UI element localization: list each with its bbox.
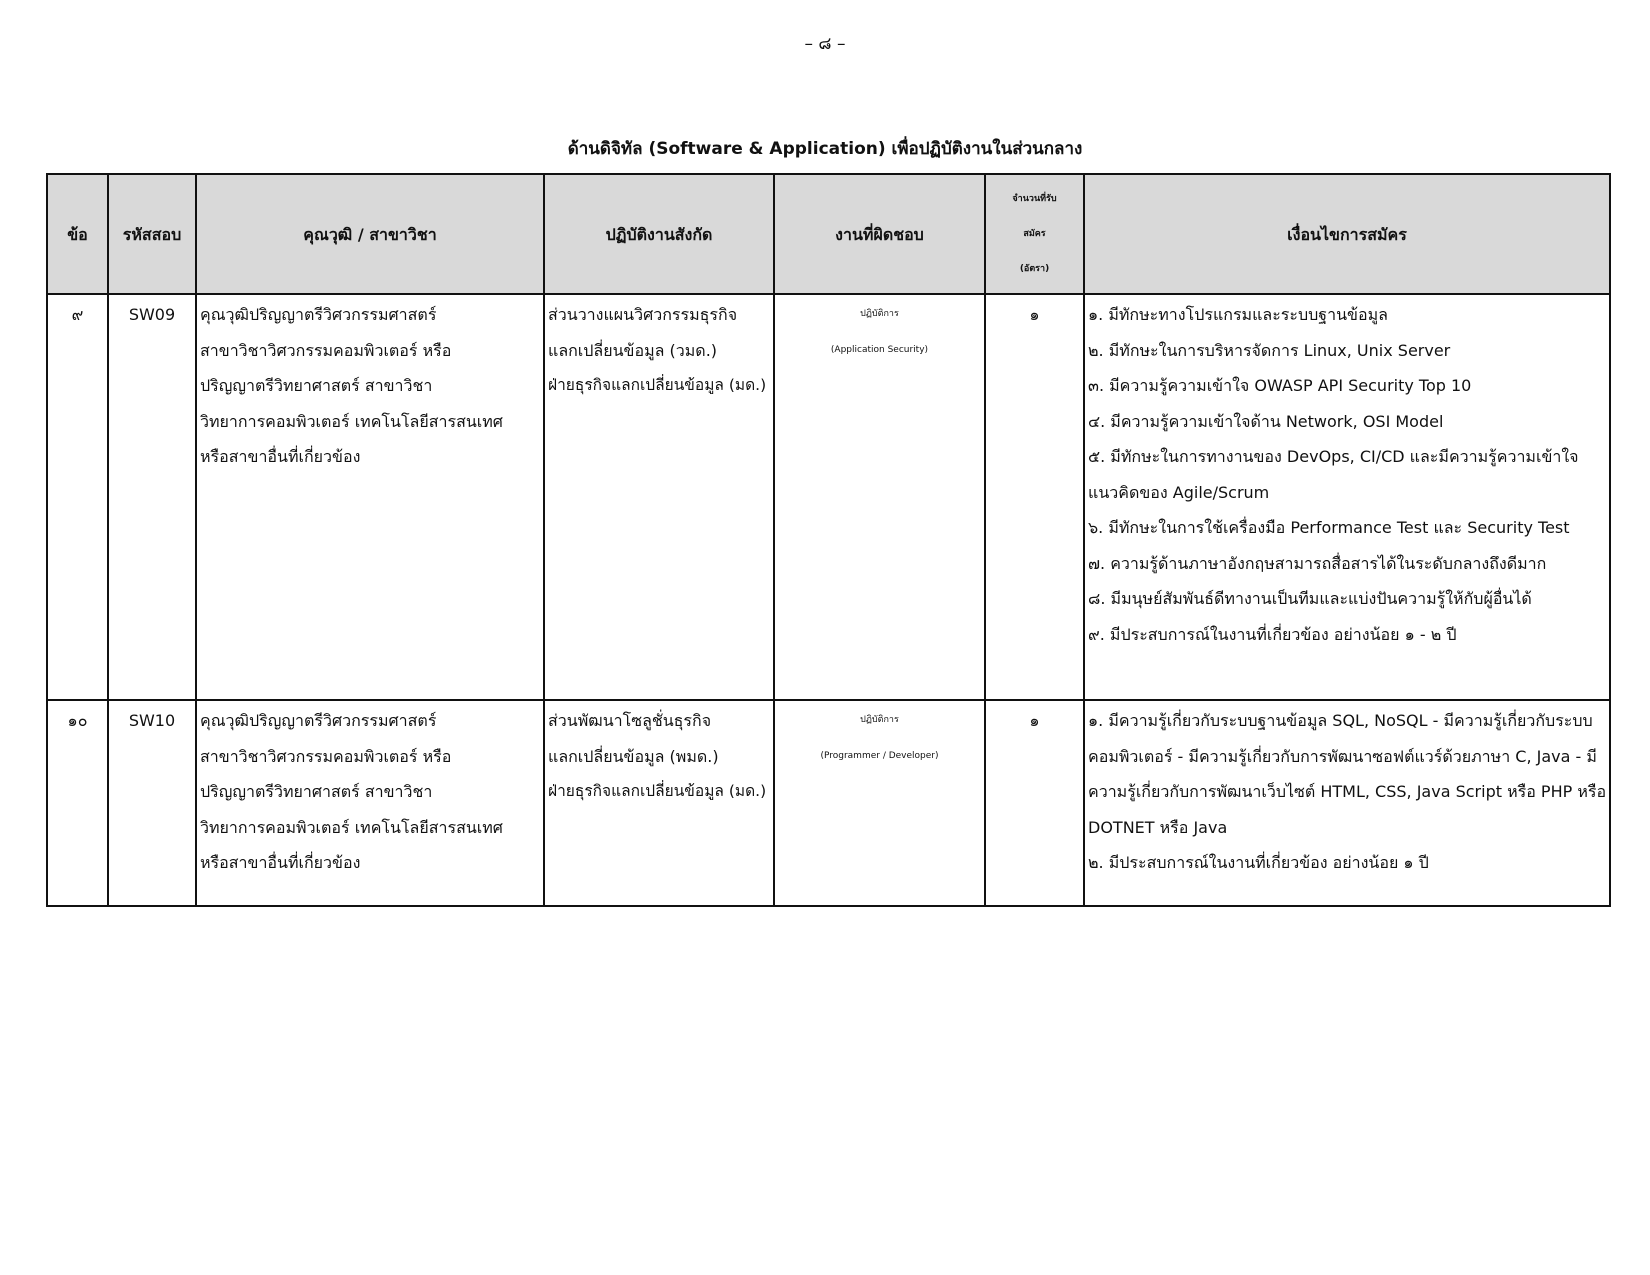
condition-line: ๑. มีความรู้เกี่ยวกับระบบฐานข้อมูล SQL, NoSQL - มีความรู้เกี่ยวกับระบบ bbox=[1088, 711, 1593, 730]
condition-line: ๙. มีประสบการณ์ในงานที่เกี่ยวข้อง อย่างน้อย ๑ - ๒ ปี bbox=[1088, 624, 1457, 644]
department-line: ส่วนพัฒนาโซลูชั่นธุรกิจ bbox=[548, 711, 712, 730]
cell-quota: ๑ bbox=[985, 294, 1084, 700]
condition-line: ๒. มีทักษะในการบริหารจัดการ Linux, Unix Server bbox=[1088, 340, 1451, 360]
condition-line: DOTNET หรือ Java bbox=[1088, 817, 1228, 837]
header-quota-line: จำนวนที่รับ bbox=[1012, 193, 1057, 204]
cell-no: ๙ bbox=[47, 294, 108, 700]
header-no: ข้อ bbox=[47, 174, 108, 294]
qualification-line: คุณวุฒิปริญญาตรีวิศวกรรมศาสตร์ bbox=[200, 305, 437, 324]
page-number: – ๘ – bbox=[804, 34, 846, 54]
cell-department bbox=[544, 294, 774, 700]
condition-line: ๑. มีทักษะทางโปรแกรมและระบบฐานข้อมูล bbox=[1088, 305, 1388, 324]
department-line: แลกเปลี่ยนข้อมูล (พมด.) bbox=[548, 746, 719, 766]
responsibility-line: (Programmer / Developer) bbox=[820, 750, 939, 761]
condition-line: ๖. มีทักษะในการใช้เครื่องมือ Performance Test และ Security Test bbox=[1088, 518, 1570, 537]
cell-responsibility bbox=[774, 700, 985, 906]
qualification-line: คุณวุฒิปริญญาตรีวิศวกรรมศาสตร์ bbox=[200, 711, 437, 730]
condition-line: แนวคิดของ Agile/Scrum bbox=[1088, 482, 1270, 502]
qualification-line: วิทยาการคอมพิวเตอร์ เทคโนโลยีสารสนเทศ bbox=[200, 411, 503, 431]
header-quota-line: สมัคร bbox=[1023, 228, 1046, 239]
condition-line: ๔. มีความรู้ความเข้าใจด้าน Network, OSI Model bbox=[1088, 411, 1444, 431]
qualification-line: วิทยาการคอมพิวเตอร์ เทคโนโลยีสารสนเทศ bbox=[200, 817, 503, 837]
responsibility-line: (Application Security) bbox=[830, 344, 929, 355]
cell-qualification bbox=[196, 294, 544, 700]
positions-table bbox=[46, 173, 1611, 907]
table-row bbox=[47, 700, 1610, 906]
cell-no: ๑๐ bbox=[47, 700, 108, 906]
header-department: ปฏิบัติงานสังกัด bbox=[544, 174, 774, 294]
qualification-line: สาขาวิชาวิศวกรรมคอมพิวเตอร์ หรือ bbox=[200, 746, 452, 766]
cell-department bbox=[544, 700, 774, 906]
department-line: ฝ่ายธุรกิจแลกเปลี่ยนข้อมูล (มด.) bbox=[548, 782, 767, 800]
header-conditions: เงื่อนไขการสมัคร bbox=[1084, 174, 1610, 294]
cell-conditions bbox=[1084, 700, 1610, 906]
department-line: ส่วนวางแผนวิศวกรรมธุรกิจ bbox=[548, 305, 738, 324]
condition-line: ๕. มีทักษะในการทางานของ DevOps, CI/CD และมีความรู้ความเข้าใจ bbox=[1088, 447, 1579, 466]
department-line: แลกเปลี่ยนข้อมูล (วมด.) bbox=[548, 340, 718, 360]
cell-conditions bbox=[1084, 294, 1610, 700]
header-code: รหัสสอบ bbox=[108, 174, 196, 294]
condition-line: ๗. ความรู้ด้านภาษาอังกฤษสามารถสื่อสารได้ในระดับกลางถึงดีมาก bbox=[1088, 553, 1547, 573]
condition-line: ๘. มีมนุษย์สัมพันธ์ดีทางานเป็นทีมและแบ่งปันความรู้ให้กับผู้อื่นได้ bbox=[1088, 589, 1532, 608]
qualification-line: ปริญญาตรีวิทยาศาสตร์ สาขาวิชา bbox=[200, 782, 433, 801]
cell-responsibility bbox=[774, 294, 985, 700]
cell-qualification bbox=[196, 700, 544, 906]
header-qualification: คุณวุฒิ / สาขาวิชา bbox=[196, 174, 544, 294]
header-responsibility: งานที่ผิดชอบ bbox=[774, 174, 985, 294]
table-row bbox=[47, 294, 1610, 700]
condition-line: ความรู้เกี่ยวกับการพัฒนาเว็บไซต์ HTML, CSS, Java Script หรือ PHP หรือ bbox=[1088, 782, 1607, 801]
table-title: ด้านดิจิทัล (Software & Application) เพื่อปฏิบัติงานในส่วนกลาง bbox=[567, 139, 1083, 159]
responsibility-line: ปฏิบัติการ bbox=[860, 309, 899, 319]
responsibility-line: ปฏิบัติการ bbox=[860, 715, 899, 725]
condition-line: ๒. มีประสบการณ์ในงานที่เกี่ยวข้อง อย่างน้อย ๑ ปี bbox=[1088, 853, 1429, 872]
qualification-line: ปริญญาตรีวิทยาศาสตร์ สาขาวิชา bbox=[200, 376, 433, 395]
condition-line: คอมพิวเตอร์ - มีความรู้เกี่ยวกับการพัฒนาซอฟต์แวร์ด้วยภาษา C, Java - มี bbox=[1088, 746, 1597, 766]
header-quota-line: (อัตรา) bbox=[1019, 263, 1050, 274]
condition-line: ๓. มีความรู้ความเข้าใจ OWASP API Security Top 10 bbox=[1088, 376, 1472, 395]
qualification-line: หรือสาขาอื่นที่เกี่ยวข้อง bbox=[200, 853, 361, 872]
table-header-row bbox=[47, 174, 1610, 294]
department-line: ฝ่ายธุรกิจแลกเปลี่ยนข้อมูล (มด.) bbox=[548, 376, 767, 394]
header-quota bbox=[985, 174, 1084, 294]
cell-code: SW10 bbox=[108, 700, 196, 906]
cell-quota: ๑ bbox=[985, 700, 1084, 906]
cell-code: SW09 bbox=[108, 294, 196, 700]
qualification-line: สาขาวิชาวิศวกรรมคอมพิวเตอร์ หรือ bbox=[200, 340, 452, 360]
qualification-line: หรือสาขาอื่นที่เกี่ยวข้อง bbox=[200, 447, 361, 466]
